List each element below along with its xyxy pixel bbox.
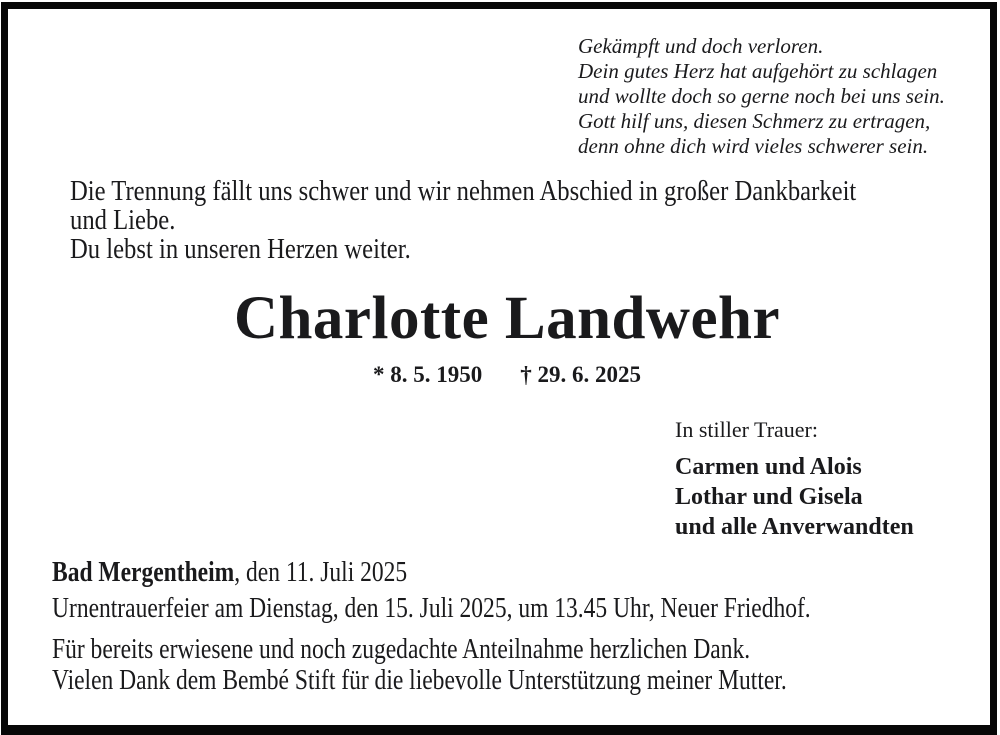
poem-line: Dein gutes Herz hat aufgehört zu schlagen — [578, 59, 938, 83]
poem-line: und wollte doch so gerne noch bei uns sein. — [578, 84, 945, 108]
farewell-text — [70, 177, 963, 264]
mourners-list — [675, 452, 914, 542]
life-dates — [0, 363, 1000, 386]
mourner-line: Carmen und Alois — [675, 454, 862, 480]
poem-line: Gekämpft und doch verloren. — [578, 34, 824, 58]
poem-line: Gott hilf uns, diesen Schmerz zu ertragen, — [578, 109, 931, 133]
death-date: † 29. 6. 2025 — [520, 362, 641, 387]
poem — [578, 34, 945, 159]
thanks-line: Für bereits erwiesene und noch zugedachte Anteilnahme herzlichen Dank. — [52, 634, 751, 665]
care-thanks-line: Vielen Dank dem Bembé Stift für die liebevolle Unterstützung meiner Mutter. — [52, 665, 787, 696]
mourning-block — [675, 417, 914, 542]
ceremony-info: Urnentrauerfeier am Dienstag, den 15. Juli 2025, um 13.45 Uhr, Neuer Friedhof. — [52, 593, 811, 624]
mourner-line: und alle Anverwandten — [675, 514, 914, 540]
mourning-label: In stiller Trauer: — [675, 417, 818, 442]
farewell-line: und Liebe. — [70, 205, 176, 236]
mourner-line: Lothar und Gisela — [675, 484, 863, 510]
birth-date: * 8. 5. 1950 — [373, 362, 483, 387]
poem-line: denn ohne dich wird vieles schwerer sein. — [578, 134, 929, 158]
place-date-line — [52, 558, 407, 588]
farewell-line: Du lebst in unseren Herzen weiter. — [70, 234, 411, 265]
notice-date: , den 11. Juli 2025 — [234, 557, 408, 588]
farewell-line: Die Trennung fällt uns schwer und wir nehmen Abschied in großer Dankbarkeit — [70, 176, 857, 207]
deceased-name: Charlotte Landwehr — [233, 285, 781, 352]
place-name: Bad Mergentheim — [52, 557, 235, 588]
